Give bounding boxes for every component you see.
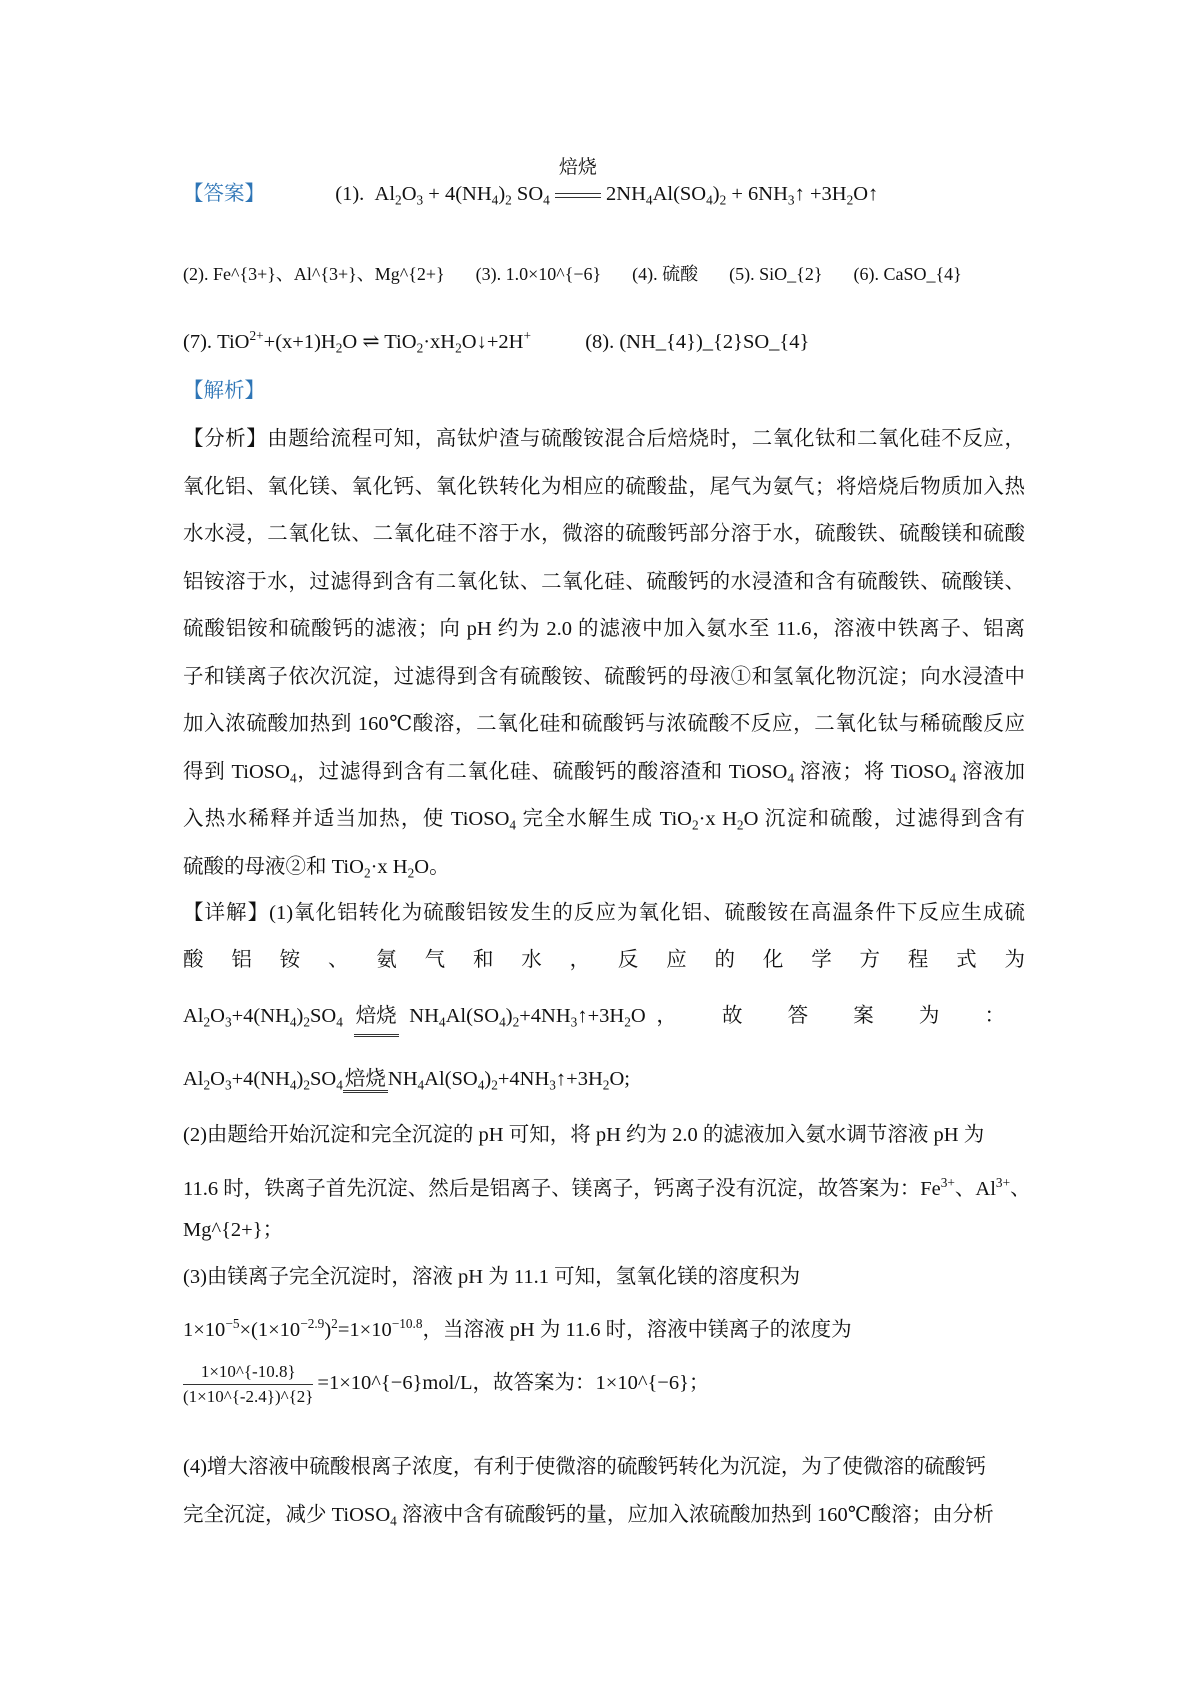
equation2-reactants: $Al_2O_3+4(NH_4)_2SO_4$ xyxy=(183,1068,343,1093)
q5-answer: SiO_{2} xyxy=(759,264,823,284)
q3-answer: 1.0×10^{−6} xyxy=(505,264,602,284)
part2-line-1: (2)由题给开始沉淀和完全沉淀的 pH 可知，将 pH 约为 2.0 的滤液加入氨水调节溶液 pH 为 xyxy=(183,1124,985,1146)
analysis-line: 水水浸，二氧化钛、二氧化硅不溶于水，微溶的硫酸钙部分溶于水，硫酸铁、硫酸镁和硫酸 xyxy=(183,523,1025,545)
analysis-line: 硫酸的母液②和 TiO$_2$·x $H_2O$。 xyxy=(183,855,450,881)
q1-number: (1). xyxy=(335,183,365,205)
part4-line-1: (4)增大溶液中硫酸根离子浓度，有利于使微溶的硫酸钙转化为沉淀，为了使微溶的硫酸钙 xyxy=(183,1456,986,1478)
fraction-result: =1×10^{−6}mol/L，故答案为：1×10^{−6}； xyxy=(317,1372,710,1395)
q6-answer: CaSO_{4} xyxy=(883,264,962,284)
answer-line-3 xyxy=(183,322,1025,363)
subscript: 4 xyxy=(336,1014,343,1030)
subscript: 3 xyxy=(787,192,795,208)
subscript: 2 xyxy=(203,1077,211,1093)
detail-line-1: 【详解】(1)氧化铝转化为硫酸铝铵发生的反应为氧化铝、硫酸铵在高温条件下反应生成硫 xyxy=(183,902,1025,924)
part2-line-2: 11.6 时，铁离子首先沉淀、然后是铝离子、镁离子，钙离子没有沉淀，故答案为：$Fe^{3+}$、$Al^{3+}$、 xyxy=(183,1175,1031,1200)
equation-reactants: $Al_2O_3+4(NH_4)_2SO_4$ xyxy=(183,1005,343,1030)
q8-number: (8). xyxy=(585,330,615,353)
subscript: 4 xyxy=(289,1077,297,1093)
q3-number: (3). xyxy=(475,264,502,284)
q7-number: (7). xyxy=(183,330,213,353)
subscript: 4 xyxy=(706,192,713,208)
q2-answer: Fe^{3+}、Al^{3+}、Mg^{2+} xyxy=(213,264,445,284)
subscript: 4 xyxy=(645,192,653,208)
q1-reactants: $Al_2O_3 + 4(NH_4)_2$ $SO_4$ xyxy=(374,183,550,208)
equation-line-2 xyxy=(183,1065,1025,1100)
q2-number: (2). xyxy=(183,264,209,284)
subscript: 4 xyxy=(491,192,499,208)
subscript: 2 xyxy=(203,1014,211,1030)
fraction xyxy=(183,1360,313,1409)
part3-fraction-line xyxy=(183,1360,1025,1409)
part3-line-1: (3)由镁离子完全沉淀时，溶液 pH 为 11.1 可知，氢氧化镁的溶度积为 xyxy=(183,1266,801,1288)
answer-line-2 xyxy=(183,260,1025,288)
analysis-line: 得到 TiOSO$_4$，过滤得到含有二氧化硅、硫酸钙的酸溶渣和 TiOSO$_4$ 溶液；将 TiOSO$_4$ 溶液加 xyxy=(183,760,1025,786)
superscript: −2.9 xyxy=(300,1316,325,1331)
subscript: 3 xyxy=(224,1014,232,1030)
analysis-line: 入热水稀释并适当加热，使 TiOSO$_4$ 完全水解生成 TiO$_2$·x $H_2O$ 沉淀和硫酸，过滤得到含有 xyxy=(183,808,1025,833)
subscript: 3 xyxy=(549,1077,556,1093)
q4-number: (4). xyxy=(632,264,658,284)
subscript: 2 xyxy=(416,340,424,356)
subscript: 3 xyxy=(224,1077,232,1093)
subscript: 2 xyxy=(512,1014,520,1030)
q7-answer: $TiO^{2+}+(x+1)H_2O$ ⇌ $TiO_2\cdot xH_2O↓+2H^+$ xyxy=(217,328,531,356)
subscript: 2 xyxy=(455,340,462,356)
equation-condition: 焙烧 xyxy=(354,1002,399,1037)
subscript: 4 xyxy=(336,1077,343,1093)
q6-number: (6). xyxy=(853,264,879,284)
reaction-condition xyxy=(555,157,601,208)
subscript: 4 xyxy=(289,770,297,786)
condition-label: 焙烧 xyxy=(558,157,597,178)
analysis-line: 子和镁离子依次沉淀，过滤得到含有硫酸铵、硫酸钙的母液①和氢氧化物沉淀；向水浸渣中 xyxy=(183,665,1025,688)
subscript: 2 xyxy=(602,1077,610,1093)
subscript: 2 xyxy=(736,817,744,833)
subscript: 4 xyxy=(417,1077,425,1093)
q4-answer: 硫酸 xyxy=(662,264,699,284)
equation-products: $NH_4Al(SO_4)_2+4NH_3↑+3H_2O$ xyxy=(409,1005,646,1030)
subscript: 4 xyxy=(543,192,550,208)
answer-label: 【答案】 xyxy=(183,183,265,205)
subscript: 2 xyxy=(395,192,402,208)
subscript: 4 xyxy=(787,770,794,786)
superscript: −5 xyxy=(225,1316,240,1331)
subscript: 4 xyxy=(509,817,517,833)
analysis-line: 加入浓硫酸加热到 160℃酸溶，二氧化硅和硫酸钙与浓硫酸不反应，二氧化钛与稀硫酸反应 xyxy=(183,713,1025,735)
analysis-label: 【解析】 xyxy=(183,380,265,402)
subscript: 4 xyxy=(477,1077,485,1093)
equation-tail: ， 故 答 案 为 ： xyxy=(656,1005,1025,1027)
subscript: 2 xyxy=(303,1077,311,1093)
subscript: 2 xyxy=(303,1014,311,1030)
subscript: 2 xyxy=(363,865,371,881)
superscript: 2 xyxy=(331,1316,338,1331)
superscript: 2+ xyxy=(249,328,264,343)
subscript: 2 xyxy=(491,1077,498,1093)
q5-number: (5). xyxy=(729,264,755,284)
subscript: 4 xyxy=(289,1014,297,1030)
analysis-line: 【分析】由题给流程可知，高钛炉渣与硫酸铵混合后焙烧时，二氧化钛和二氧化硅不反应， xyxy=(183,428,1025,450)
part2-line-3: Mg^{2+}； xyxy=(183,1219,284,1241)
subscript: 3 xyxy=(570,1014,578,1030)
equation2-products: $NH_4Al(SO_4)_2+4NH_3↑+3H_2O$; xyxy=(387,1068,630,1093)
subscript: 4 xyxy=(499,1014,506,1030)
subscript: 4 xyxy=(949,770,957,786)
subscript: 3 xyxy=(416,192,424,208)
subscript: 4 xyxy=(438,1014,446,1030)
equation-line xyxy=(183,1002,1025,1037)
subscript: 2 xyxy=(719,192,727,208)
equation2-condition: 焙烧 xyxy=(343,1068,388,1093)
subscript: 2 xyxy=(691,817,699,833)
subscript: 2 xyxy=(505,192,512,208)
subscript: 4 xyxy=(390,1513,397,1529)
detail-line-2: 酸 铝 铵 、 氨 气 和 水 ， 反 应 的 化 学 方 程 式 为 xyxy=(183,949,1025,971)
part4-line-2: 完全沉淀，减少 TiOSO$_4$ 溶液中含有硫酸钙的量，应加入浓硫酸加热到 160℃酸溶；由分析 xyxy=(183,1504,994,1529)
subscript: 2 xyxy=(335,340,343,356)
answer-line-1 xyxy=(183,157,1025,215)
analysis-line: 硫酸铝铵和硫酸钙的滤液；向 pH 约为 2.0 的滤液中加入氨水至 11.6，溶液中铁离子、铝离 xyxy=(183,618,1025,640)
superscript: −10.8 xyxy=(391,1316,423,1331)
subscript: 2 xyxy=(624,1014,631,1030)
fraction-numerator: 1×10^{-10.8} xyxy=(183,1360,313,1385)
q8-answer: (NH_{4})_{2}SO_{4} xyxy=(619,330,810,353)
part3-line-2: $1\times 10^{-5}\times(1\times 10^{-2.9})^2=1\times 10^{-10.8}$，当溶液 pH 为 11.6 时，溶液中镁离子的浓度为 xyxy=(183,1316,852,1341)
superscript: + xyxy=(523,328,531,343)
analysis-line: 氧化铝、氧化镁、氧化钙、氧化铁转化为相应的硫酸盐，尾气为氨气；将焙烧后物质加入热 xyxy=(183,475,1025,498)
superscript: 3+ xyxy=(940,1175,955,1190)
superscript: 3+ xyxy=(995,1175,1011,1190)
analysis-line: 铝铵溶于水，过滤得到含有二氧化钛、二氧化硅、硫酸钙的水浸渣和含有硫酸铁、硫酸镁、 xyxy=(183,570,1025,593)
q1-products: $2NH_4Al(SO_4)_2$ + $6NH_3↑$ $+3H_2O↑$ xyxy=(606,183,879,208)
subscript: 2 xyxy=(407,865,415,881)
subscript: 2 xyxy=(846,192,854,208)
fraction-denominator: (1×10^{-2.4})^{2} xyxy=(183,1387,314,1406)
